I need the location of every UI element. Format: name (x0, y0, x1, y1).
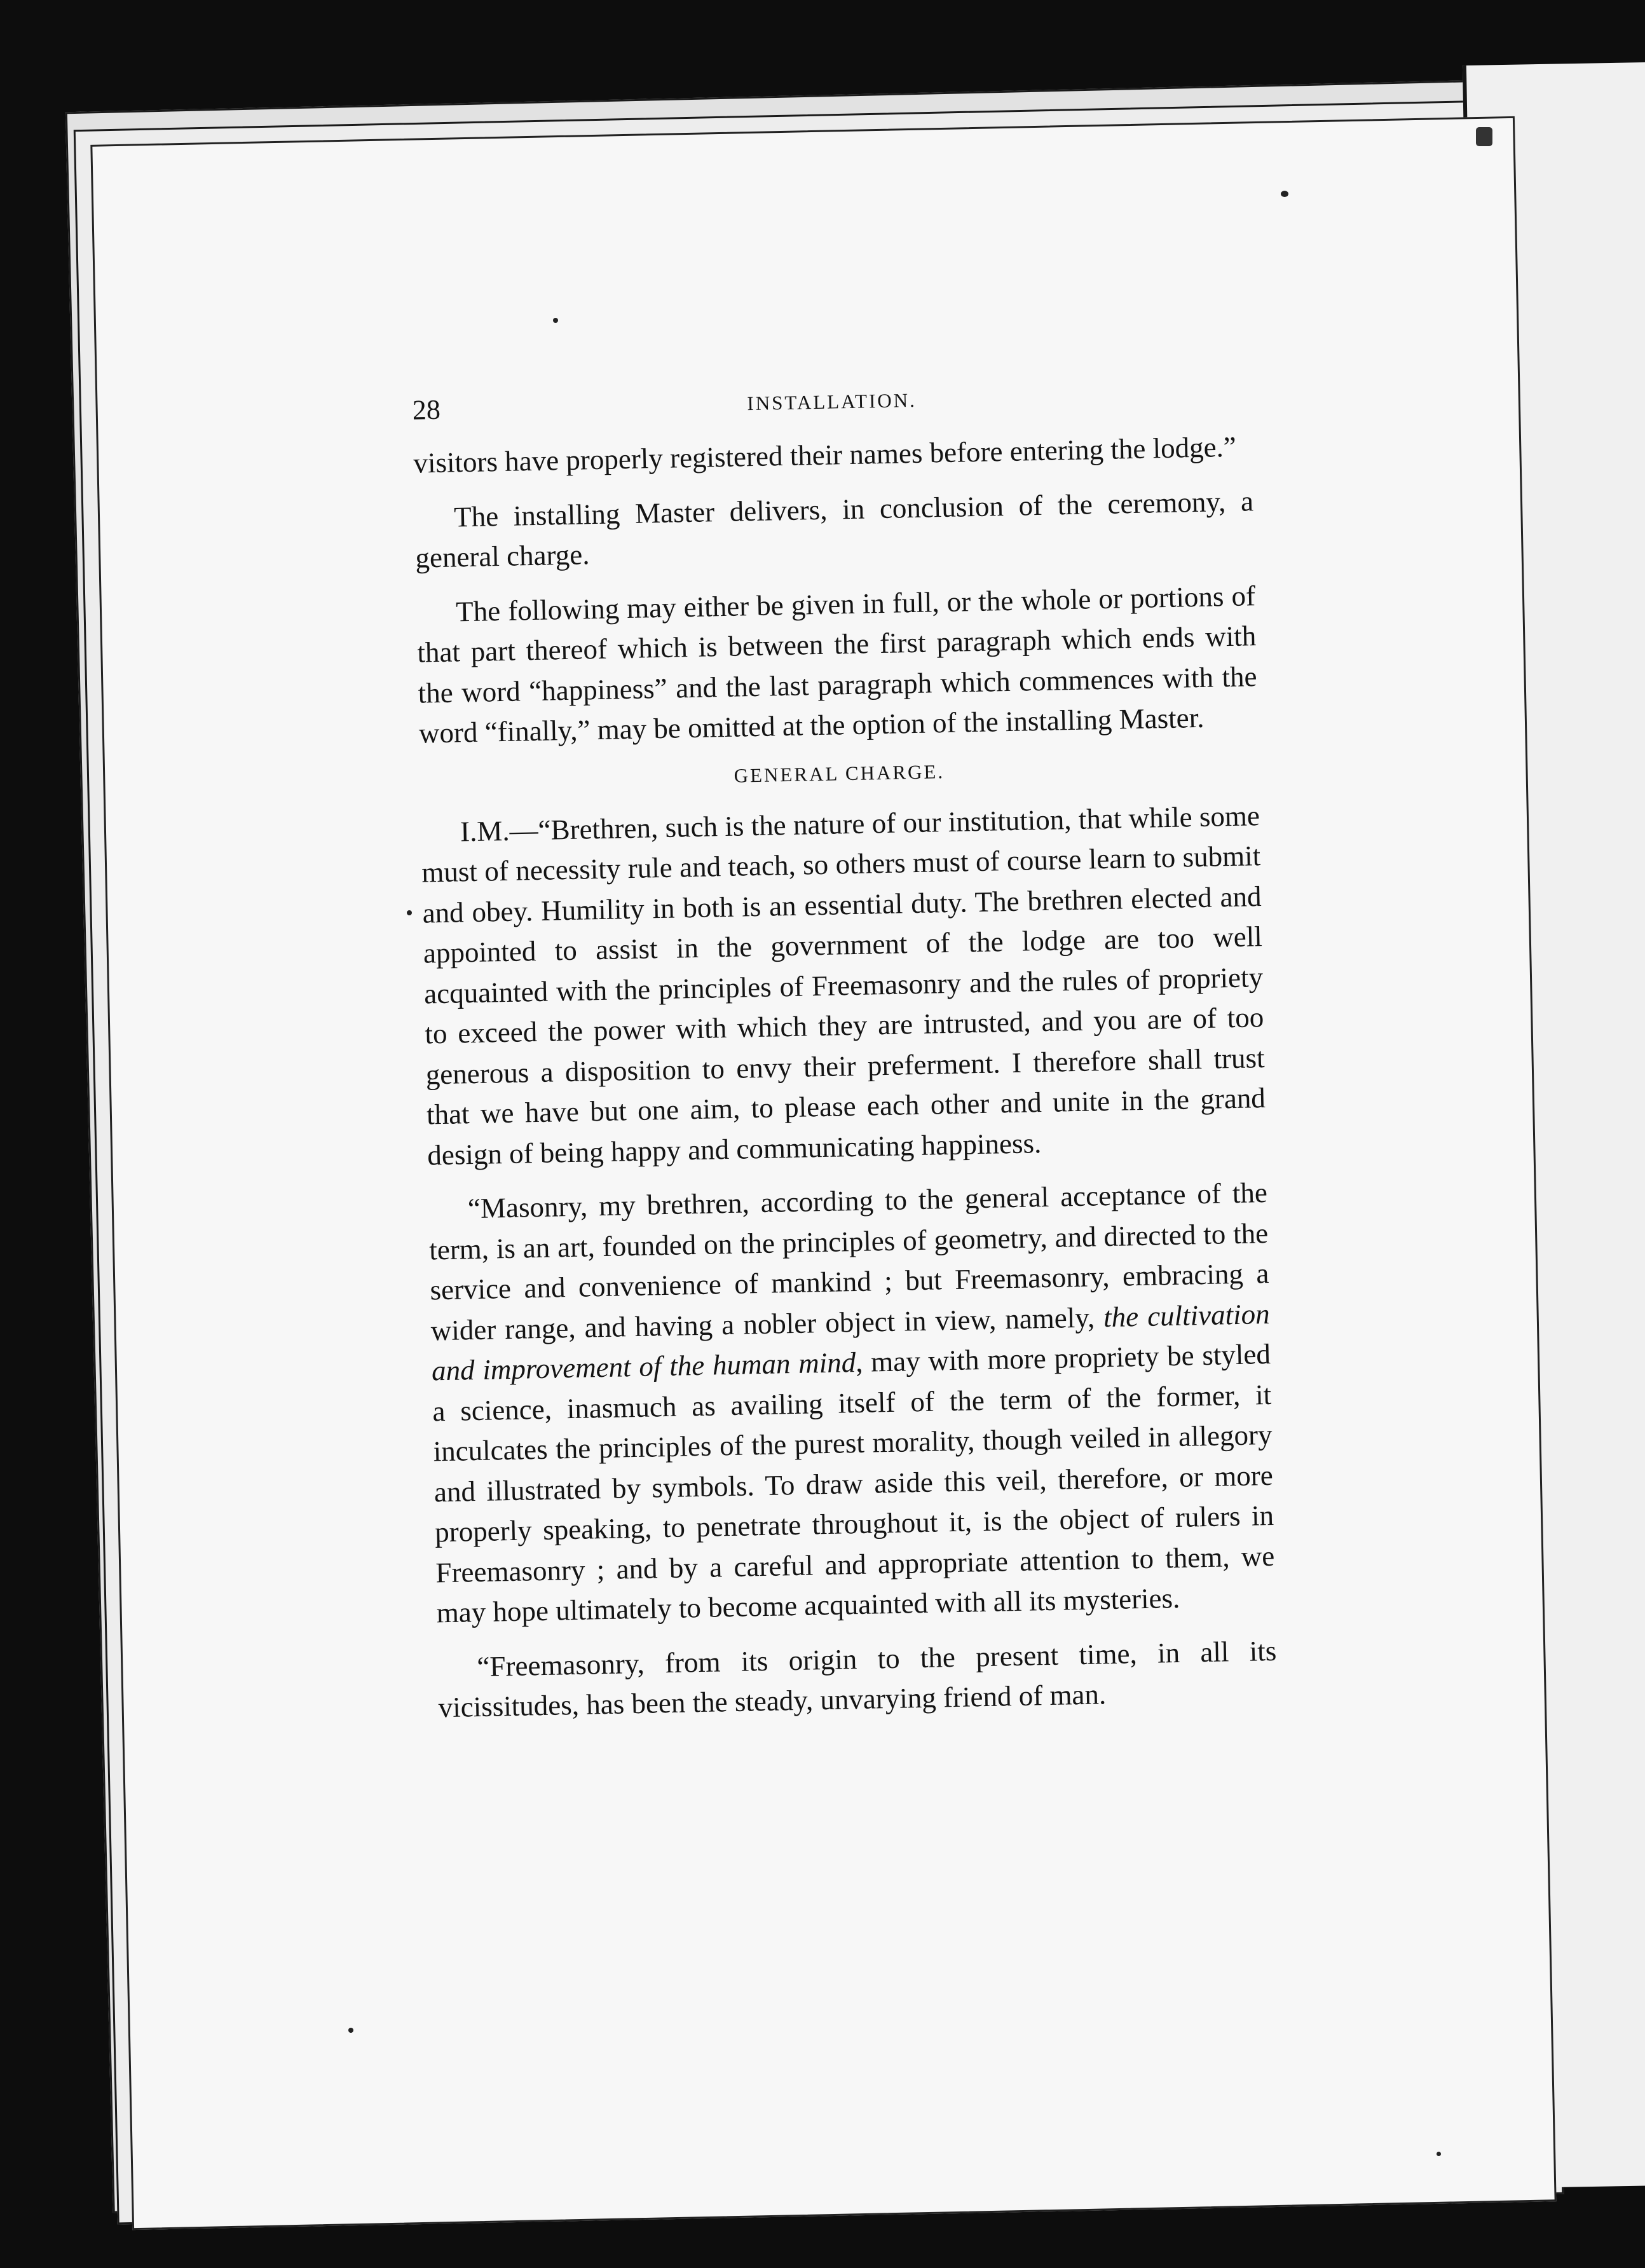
paragraph-continued: visitors have properly registered their names before entering the lodge.” (413, 430, 1237, 479)
charge-paragraph-2 (428, 1173, 1276, 1634)
text-block (412, 374, 1278, 1742)
paragraph-general-charge-intro: The installing Master delivers, in conclusion of the ceremony, a general charge. (414, 484, 1254, 574)
charge-text: “Masonry, my brethren, according to the general acceptance of the term, is an art, founded on the principles of geometry, and directed to the service and convenience of mankind ; but Freemasonry, embracing a wider range, and having a nobler object in view, namely, (428, 1176, 1269, 1346)
dust-speck (1437, 2152, 1441, 2156)
book-page (90, 116, 1556, 2230)
charge-text: , may with more propriety be styled a science, inasmuch as availing itself of the term of the former, it inculcates the principles of the purest morality, though veiled in allegory and illustrated by symbols. To draw aside this veil, therefore, or more properly speaking, to penetrate throughout it, is the object of rulers in Freemasonry ; and by a careful and appropriate attention to them, we may hope ultimately to become acquainted with all its mysteries. (432, 1337, 1275, 1629)
page-number: 28 (412, 393, 441, 426)
charge-paragraph-3: “Freemasonry, from its origin to the present time, in all its vicissitudes, has been the steady, unvarying friend of man. (438, 1634, 1277, 1724)
section-heading: GENERAL CHARGE. (734, 760, 945, 787)
running-head: INSTALLATION. (747, 388, 917, 415)
dust-speck (1281, 191, 1288, 197)
paragraph-instructions: The following may either be given in full, or the whole or portions of that part thereof which is between the first paragraph which ends with the word “happiness” and the last paragraph which commences with the word “finally,” may be omitted at the option of the installing Master. (416, 579, 1257, 749)
charge-italic-phrase: the cultivation and improvement of the human mind (431, 1297, 1271, 1387)
dust-speck (407, 910, 412, 915)
charge-paragraph-1: I.M.—“Brethren, such is the nature of our institution, that while some must of necessity rule and teach, so others must of course learn to submit and obey. Humility in both is an essential duty. The brethren elected and appointed to assist in the government of the lodge are too well acquainted with the principles of Freemasonry and the rules of propriety to exceed the power with which they are intrusted, and you are of too generous a disposition to envy their preferment. I therefore shall trust that we have but one aim, to please each other and unite in the grand design of being happy and communicating happiness. (421, 799, 1266, 1171)
dust-speck (348, 2028, 353, 2033)
page-header (412, 374, 1252, 435)
page-clip (1476, 127, 1492, 146)
dust-speck (553, 318, 558, 323)
